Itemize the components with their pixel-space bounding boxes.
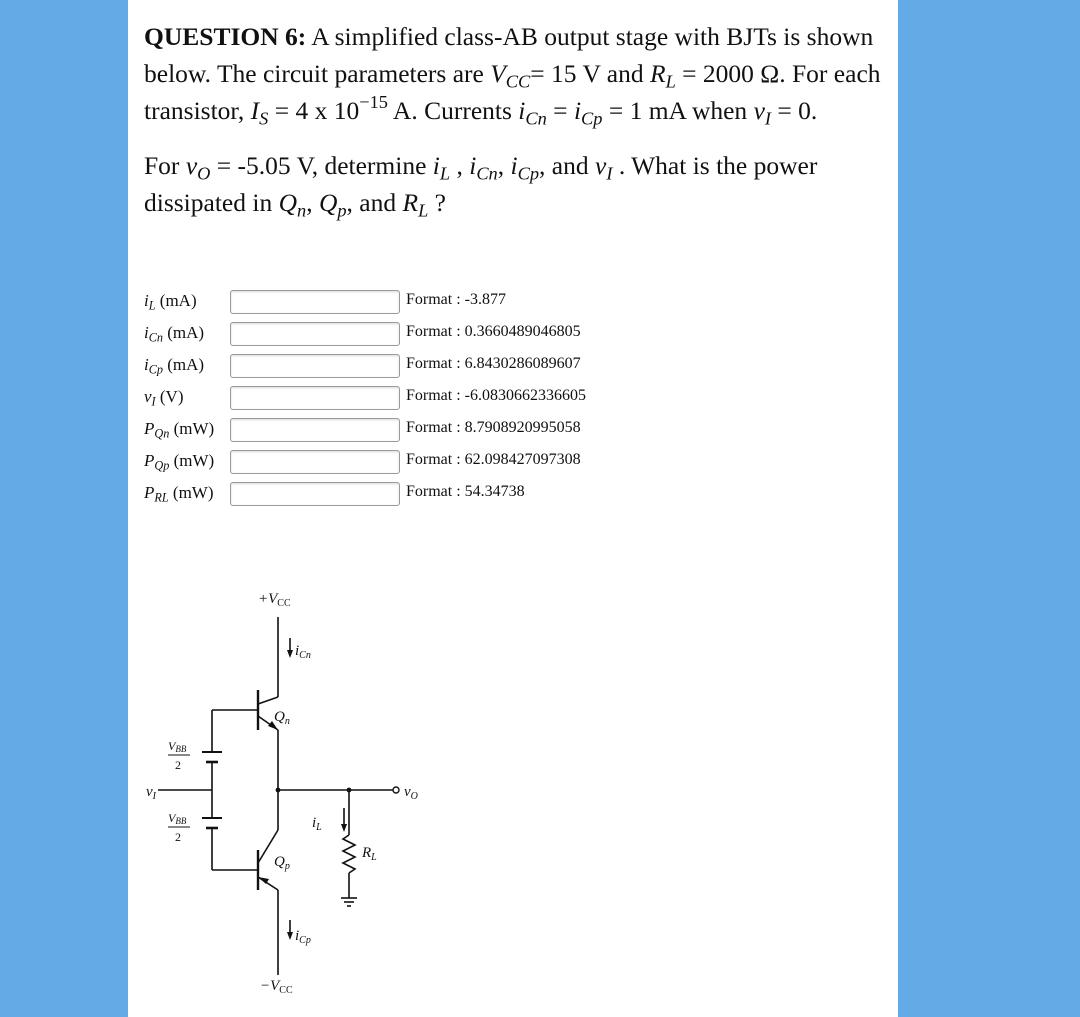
format-hint-prl: Format : 54.34738 [406, 483, 525, 500]
answer-row-vi [144, 384, 884, 416]
question-paragraph-1: QUESTION 6: A simplified class-AB output stage with BJTs is shown below. The circuit parameters are $V_{CC}= 15$ V and $R_L = 2000$ Ω. For each transistor, $I_S = 4$ x $10^{-15}$ A. Currents $i_{Cn} = i_{Cp} = 1$ mA when $v_I = 0$. [144, 22, 881, 129]
vi-label: $v_I$ [146, 784, 157, 802]
vbb-top-label: VBB [168, 739, 187, 754]
circuit-arrowheads [258, 650, 351, 940]
qn-label: $Q_n$ [274, 709, 290, 727]
answer-row-pqn [144, 416, 884, 448]
answer-label-pqp: $P_{Qp}$ (mW) [144, 451, 215, 473]
question-paragraph-2: For $v_O = -5.05$ V, determine $i_L$ , $i_{Cn}$, $i_{Cp}$, and $v_I$ . What is the power dissipated in $Q_n$, $Q_p$, and $R_L$ ? [144, 151, 818, 221]
answer-input-icn[interactable] [230, 322, 400, 346]
rl-label: $R_L$ [362, 845, 377, 863]
format-hint-pqp: Format : 62.098427097308 [406, 451, 581, 468]
vo-label: $v_O$ [404, 784, 418, 802]
answer-input-icp[interactable] [230, 354, 400, 378]
answer-row-icn [144, 320, 884, 352]
question-number: QUESTION 6: [144, 22, 307, 51]
answer-row-icp [144, 352, 884, 384]
answer-label-pqn: $P_{Qn}$ (mW) [144, 419, 215, 441]
answer-row-pqp [144, 448, 884, 480]
answer-input-il[interactable] [230, 290, 400, 314]
vbb-bottom-denominator: 2 [175, 830, 181, 844]
answer-label-prl: $P_{RL}$ (mW) [144, 483, 214, 505]
qp-label: $Q_p$ [274, 854, 290, 872]
format-hint-il: Format : -3.877 [406, 291, 506, 308]
format-hint-pqn: Format : 8.7908920995058 [406, 419, 581, 436]
il-label: $i_L$ [312, 815, 322, 833]
answer-input-prl[interactable] [230, 482, 400, 506]
vbb-top-denominator: 2 [175, 758, 181, 772]
format-hint-icp: Format : 6.8430286089607 [406, 355, 581, 372]
icn-label: $i_{Cn}$ [295, 643, 311, 661]
question-text [144, 18, 884, 221]
answer-row-prl [144, 480, 884, 512]
vcc-positive-label: $+V_{CC}$ [258, 591, 291, 609]
icp-label: $i_{Cp}$ [295, 928, 311, 946]
answer-input-vi[interactable] [230, 386, 400, 410]
answer-input-pqn[interactable] [230, 418, 400, 442]
answer-label-vi: $v_I$ (V) [144, 387, 184, 409]
circuit-labels [146, 591, 418, 996]
answer-label-icn: $i_{Cn}$ (mA) [144, 323, 205, 345]
vcc-negative-label: $-V_{CC}$ [260, 978, 293, 996]
answer-label-il: $i_L$ (mA) [144, 291, 197, 313]
answer-input-pqp[interactable] [230, 450, 400, 474]
answer-row-il [144, 288, 884, 320]
class-ab-circuit-diagram [128, 580, 468, 1010]
answer-label-icp: $i_{Cp}$ (mA) [144, 355, 205, 377]
circuit-wires [158, 617, 393, 975]
question-page [128, 0, 898, 1017]
output-terminal [393, 787, 399, 793]
format-hint-vi: Format : -6.0830662336605 [406, 387, 586, 404]
format-hint-icn: Format : 0.3660489046805 [406, 323, 581, 340]
vbb-bottom-label: VBB [168, 811, 187, 826]
answer-table [144, 288, 884, 512]
